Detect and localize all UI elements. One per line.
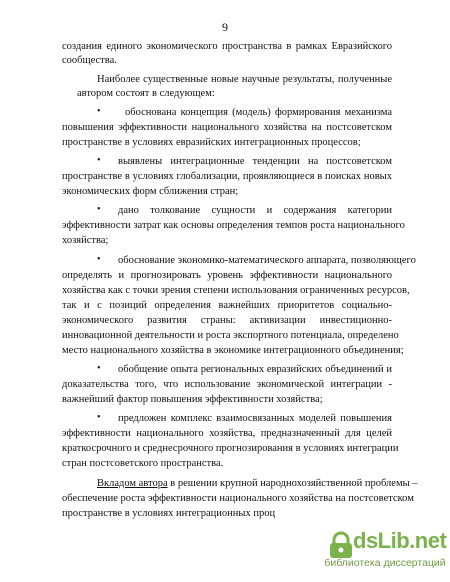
text-line: Наиболее существенные новые научные результаты, полученные (97, 74, 392, 85)
text-line: хозяйства как с точки зрения степени использования ограниченных ресурсов, (62, 285, 410, 296)
text-line: стран постсоветского пространства. (62, 458, 224, 469)
text-line: важнейший фактор повышения эффективности хозяйства; (62, 394, 323, 405)
bullet-icon: • (97, 155, 101, 166)
bullet-icon: • (97, 363, 101, 374)
text-line: эффективности затрат как основы определения темпов роста национального (62, 220, 405, 231)
text-line: обоснована концепция (модель) формирования механизма (125, 107, 392, 118)
text-line: дано толкование сущности и содержания категории (118, 205, 392, 216)
watermark-subtitle: библиотека диссертаций (324, 557, 446, 569)
bullet-icon: • (97, 254, 101, 265)
text-line: краткосрочного и среднесрочного прогнозирования в условиях интеграции (62, 443, 399, 454)
text-line: обобщение опыта региональных евразийских объединений и (118, 364, 392, 375)
text-line: хозяйства; (62, 235, 109, 246)
text-line: сообщества. (62, 55, 117, 66)
text-line: определять и прогнозировать уровень эффективности национального (62, 270, 392, 281)
text-line: обоснование экономико-математического аппарата, позволяющего (118, 255, 416, 266)
text-line: предложен комплекс взаимосвязанных моделей повышения (118, 413, 392, 424)
text-line: автором состоят в следующем: (77, 88, 215, 99)
text-line: инновационной деятельности и роста экспортного потенциала, определено (62, 330, 399, 341)
text-line: экономического развития страны: активизации инвестиционно- (62, 315, 392, 326)
text-line-rest: в решении крупной народнохозяйственной проблемы – (170, 478, 418, 489)
bullet-icon: • (97, 412, 101, 423)
text-line: обеспечение роста эффективности национального хозяйства на постсоветском (62, 493, 414, 504)
watermark (323, 528, 447, 574)
text-line: эффективности национального хозяйства, предназначенный для целей (62, 428, 392, 439)
text-line: пространстве в условиях евразийских интеграционных процессов; (62, 137, 361, 148)
text-line: создания единого экономического пространства в рамках Евразийского (62, 41, 392, 52)
bullet-icon: • (97, 106, 101, 117)
text-line: пространстве в условиях интеграционных проц (62, 508, 276, 519)
page-number: 9 (222, 20, 228, 34)
text-line (97, 477, 418, 491)
text-line: так и с позиций определения важнейших приоритетов социально- (62, 300, 392, 311)
text-line: выявлены интеграционные тенденции на постсоветском (118, 156, 392, 167)
text-line: пространстве в условиях глобализации, проявляющиеся в поисках новых (62, 171, 392, 182)
text-line: повышения эффективности национального хозяйства на постсоветском (62, 122, 392, 133)
author-contribution-label: Вкладом автора (97, 478, 168, 489)
text-line: экономических форм сближения стран; (62, 186, 239, 197)
text-line: место национального хозяйства в экономике интеграционного объединения; (62, 345, 404, 356)
bullet-icon: • (97, 204, 101, 215)
watermark-title: dsLib.net (353, 528, 447, 553)
text-line: доказательства того, что использование экономической интеграции - (62, 379, 392, 390)
